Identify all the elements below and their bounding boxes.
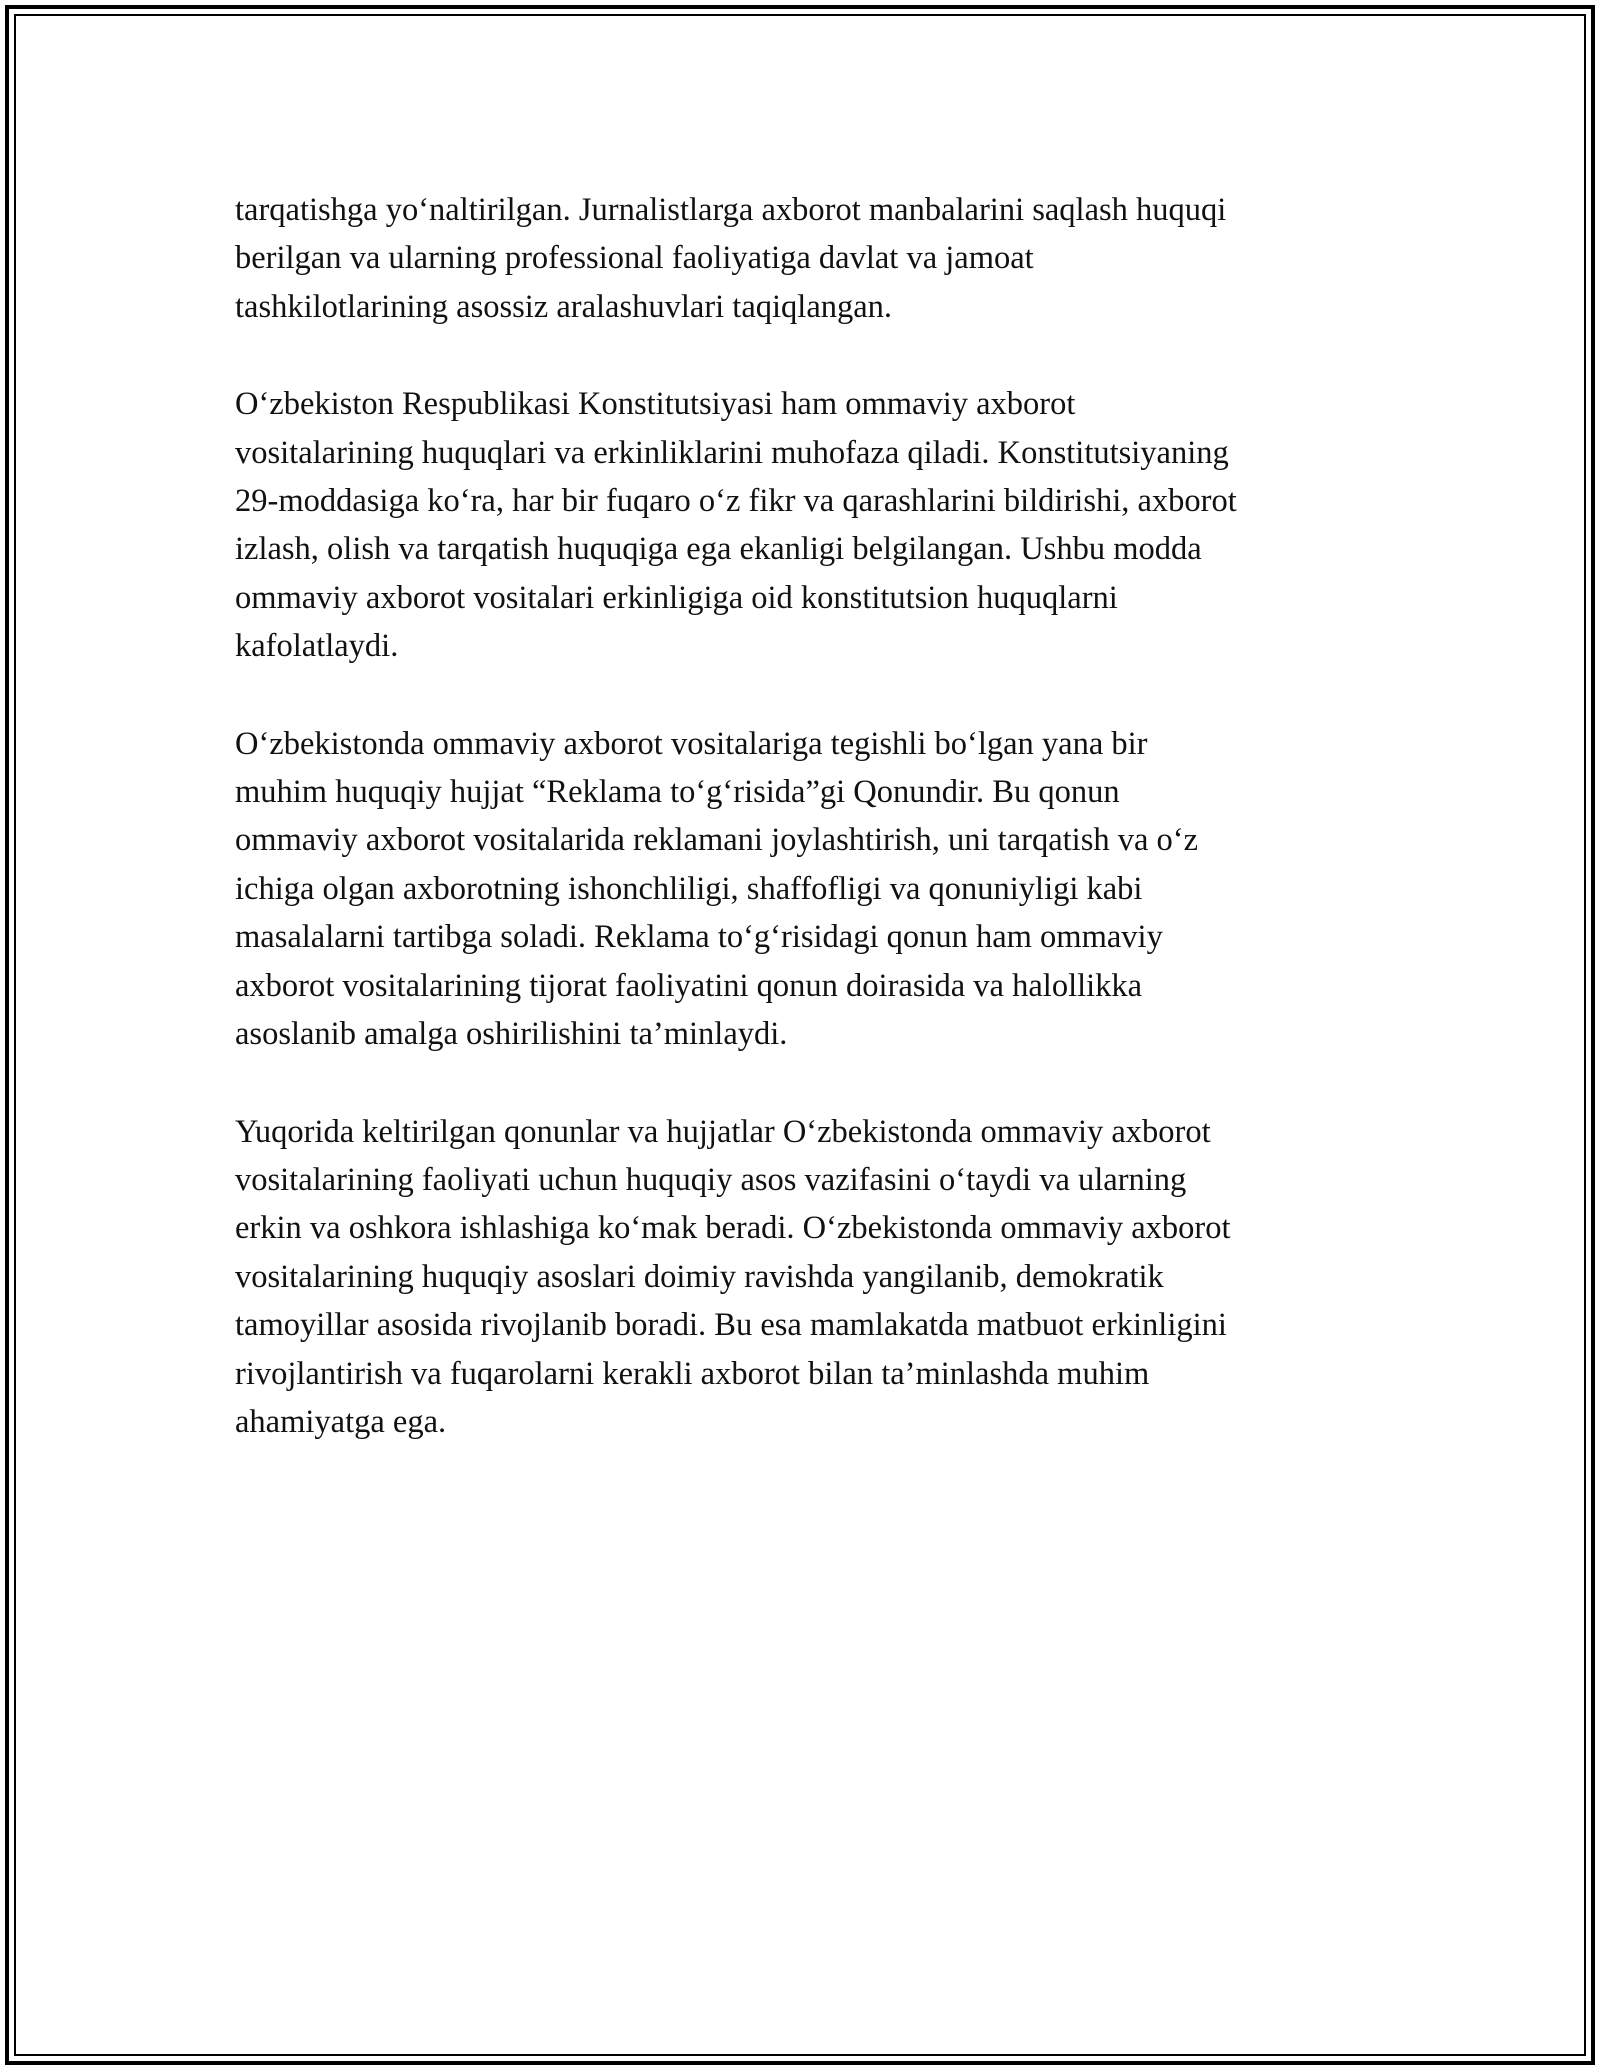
text-line: ommaviy axborot vositalarida reklamani joylashtirish, uni tarqatish va oʻz	[235, 822, 1199, 859]
text-line: izlash, olish va tarqatish huquqiga ega ekanligi belgilangan. Ushbu modda	[235, 531, 1202, 568]
text-line: erkin va oshkora ishlashiga koʻmak beradi. Oʻzbekistonda ommaviy axborot	[235, 1210, 1231, 1247]
text-line: Oʻzbekiston Respublikasi Konstitutsiyasi ham ommaviy axborot	[235, 386, 1076, 423]
paragraph-3	[235, 720, 1385, 1059]
text-line: muhim huquqiy hujjat “Reklama toʻgʻrisida”gi Qonundir. Bu qonun	[235, 774, 1120, 811]
text-line: Oʻzbekistonda ommaviy axborot vositalariga tegishli boʻlgan yana bir	[235, 725, 1148, 762]
text-line: vositalarining faoliyati uchun huquqiy asos vazifasini oʻtaydi va ularning	[235, 1161, 1187, 1198]
text-line: Yuqorida keltirilgan qonunlar va hujjatlar Oʻzbekistonda ommaviy axborot	[235, 1113, 1211, 1150]
text-line: rivojlantirish va fuqarolarni kerakli axborot bilan ta’minlashda muhim	[235, 1355, 1150, 1392]
text-line: vositalarining huquqiy asoslari doimiy ravishda yangilanib, demokratik	[235, 1258, 1164, 1295]
text-line: masalalarni tartibga soladi. Reklama toʻgʻrisidagi qonun ham ommaviy	[235, 919, 1163, 956]
text-line: 29-moddasiga koʻra, har bir fuqaro oʻz fikr va qarashlarini bildirishi, axborot	[235, 483, 1237, 520]
text-line: asoslanib amalga oshirilishini ta’minlaydi.	[235, 1016, 788, 1053]
paragraph-1	[235, 186, 1385, 331]
text-line: axborot vositalarining tijorat faoliyatini qonun doirasida va halollikka	[235, 967, 1143, 1004]
text-line: vositalarining huquqlari va erkinliklarini muhofaza qiladi. Konstitutsiyaning	[235, 434, 1229, 471]
document-body	[235, 186, 1385, 1495]
paragraph-4	[235, 1108, 1385, 1447]
text-line: ahamiyatga ega.	[235, 1403, 447, 1440]
text-line: ichiga olgan axborotning ishonchliligi, shaffofligi va qonuniyligi kabi	[235, 870, 1143, 907]
text-line: tamoyillar asosida rivojlanib boradi. Bu esa mamlakatda matbuot erkinligini	[235, 1307, 1227, 1344]
paragraph-2	[235, 380, 1385, 670]
text-line: tashkilotlarining asossiz aralashuvlari taqiqlangan.	[235, 288, 893, 325]
text-line: tarqatishga yoʻnaltirilgan. Jurnalistlarga axborot manbalarini saqlash huquqi	[235, 192, 1227, 228]
text-line: ommaviy axborot vositalari erkinligiga oid konstitutsion huquqlarni	[235, 579, 1118, 616]
text-line: kafolatlaydi.	[235, 628, 399, 665]
text-line: berilgan va ularning professional faoliyatiga davlat va jamoat	[235, 240, 1034, 277]
